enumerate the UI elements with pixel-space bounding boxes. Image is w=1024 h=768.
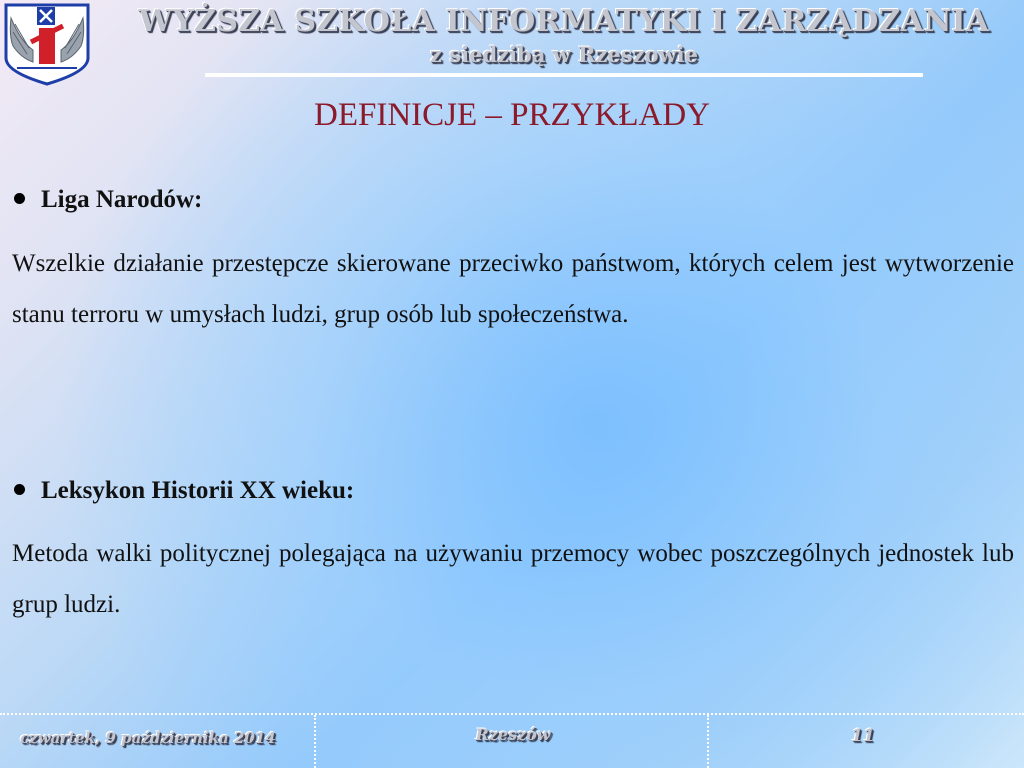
- item-definition: Wszelkie działanie przestępcze skierowane przeciwko państwom, których celem jest wytworzenie stanu terroru w umysłach ludzi, grup osób lub społeczeństwa.: [12, 250, 1014, 328]
- item-heading: Leksykon Historii XX wieku:: [41, 477, 355, 504]
- school-name: WYŻSZA SZKOŁA INFORMATYKI I ZARZĄDZANIA: [138, 4, 990, 39]
- footer-date: czwartek, 9 października 2014: [20, 729, 276, 747]
- item-definition: Metoda walki politycznej polegająca na używaniu przemocy wobec poszczególnych jednostek lub grup ludzi.: [12, 540, 1014, 618]
- footer-place: Rzeszów: [475, 725, 551, 744]
- footer-separator: [314, 715, 316, 768]
- university-crest-icon: [3, 2, 91, 86]
- header-divider: [205, 73, 923, 77]
- bullet-icon: [14, 193, 25, 204]
- bullet-icon: [14, 484, 25, 495]
- footer-divider: [0, 713, 1024, 715]
- page-number: 11: [851, 726, 875, 746]
- list-item-heading: [12, 477, 1012, 505]
- slide-title: DEFINICJE – PRZYKŁADY: [314, 97, 710, 133]
- school-seat: z siedzibą w Rzeszowie: [430, 42, 698, 67]
- list-item-heading: [12, 186, 1012, 214]
- item-heading: Liga Narodów:: [41, 186, 203, 213]
